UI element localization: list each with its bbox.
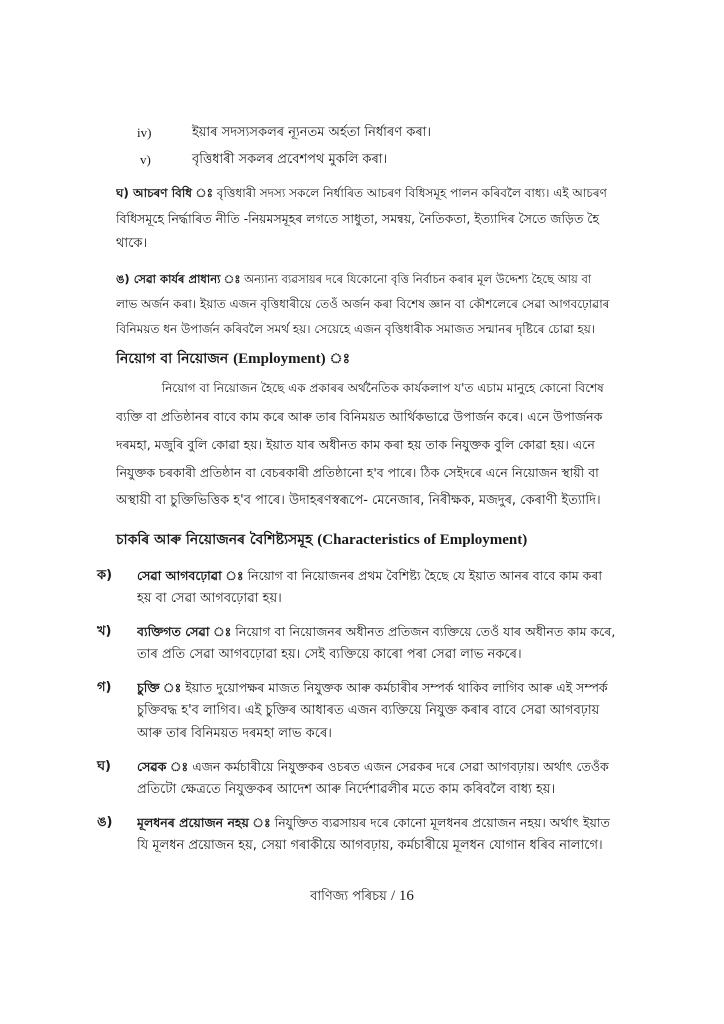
- code-of-conduct-term: ঘ) আচৰণ বিধি ঃ: [116, 186, 213, 200]
- characteristic-term: চুক্তি ঃ: [137, 680, 182, 695]
- characteristic-item: [137, 678, 617, 697]
- characteristic-line: তাৰ প্ৰতি সেৱা আগবঢ়োৱা হয়। সেই ব্যক্তিয়ে কাৰো পৰা সেৱা লাভ নকৰে।: [137, 647, 522, 662]
- characteristic-marker: ঙ): [97, 815, 113, 830]
- characteristic-term: মূলধনৰ প্ৰয়োজন নহয় ঃ: [137, 815, 271, 830]
- characteristic-line: যি মূলধন প্ৰয়োজন হয়, সেয়া গৰাকীয়ে আগবঢ়ায়, কৰ্মচাৰীয়ে মূলধন যোগান ধৰিব নালাগে।: [137, 838, 603, 853]
- employment-line: অস্থায়ী বা চুক্তিভিত্তিক হ'ব পাৰে। উদাহৰণস্বৰূপে- মেনেজাৰ, নিৰীক্ষক, মজদুৰ, কেৰাণী ইত্যাদি।: [116, 493, 601, 508]
- employment-heading: [116, 349, 350, 369]
- employment-line: নিয়োগ বা নিয়োজন হৈছে এক প্ৰকাৰৰ অৰ্থনৈতিক কাৰ্যকলাপ য'ত এচাম মানুহে কোনো বিশেষ: [116, 381, 604, 395]
- characteristic-marker: খ): [97, 624, 112, 639]
- characteristic-line: চুক্তিবদ্ধ হ'ব লাগিব। এই চুক্তিৰ আধাৰত এজন ব্যক্তিয়ে নিযুক্ত কৰাৰ বাবে সেৱা আগবঢ়ায়: [137, 703, 600, 718]
- roman-item-marker: iv): [137, 125, 152, 140]
- characteristic-line: হয় বা সেৱা আগবঢ়োৱা হয়।: [137, 591, 282, 606]
- roman-item-marker: v): [140, 152, 151, 167]
- roman-item-text: বৃত্তিধাৰী সকলৰ প্ৰবেশপথ মুকলি কৰা।: [192, 152, 388, 167]
- code-of-conduct-line: [116, 184, 610, 203]
- characteristic-text: এজন কৰ্মচাৰীয়ে নিযুক্তকৰ ওচৰত এজন সেৱকৰ দৰে সেৱা আগবঢ়ায়। অৰ্থাৎ তেওঁক: [188, 759, 609, 774]
- service-motive-line: বিনিময়ত ধন উপাৰ্জন কৰিবলৈ সমৰ্থ হয়। সেয়েহে এজন বৃত্তিধাৰীক সমাজত সন্মানৰ দৃষ্টিৰে চোৱা হয়।: [116, 322, 596, 336]
- characteristic-term: সেৱক ঃ: [137, 759, 189, 774]
- employment-heading-en: (Employment): [233, 351, 326, 367]
- code-of-conduct-line: থাকে।: [116, 236, 148, 251]
- characteristic-text: নিয়োগ বা নিয়োজনৰ প্ৰথম বৈশিষ্ট্য হৈছে যে ইয়াত আনৰ বাবে কাম কৰা: [243, 568, 603, 583]
- service-motive-line: লাভ অৰ্জন কৰা। ইয়াত এজন বৃত্তিধাৰীয়ে তেওঁ অৰ্জন কৰা বিশেষ জ্ঞান বা কৌশলেৰে সেৱা আগবঢ়োৱাৰ: [116, 297, 610, 311]
- characteristic-text: ইয়াত দুয়োপক্ষৰ মাজত নিযুক্তক আৰু কৰ্মচাৰীৰ সম্পৰ্ক থাকিব লাগিব আৰু এই সম্পৰ্ক: [181, 680, 608, 695]
- characteristic-marker: গ): [97, 680, 112, 695]
- characteristic-line: প্ৰতিটো ক্ষেত্ৰতে নিযুক্তকৰ আদেশ আৰু নিৰ্দেশাৱলীৰ মতে কাম কৰিবলৈ বাধ্য হয়।: [137, 782, 556, 797]
- characteristic-line: আৰু তাৰ বিনিময়ত দৰমহা লাভ কৰে।: [137, 726, 332, 741]
- characteristic-item: [137, 757, 617, 776]
- employment-line: দৰমহা, মজুৰি বুলি কোৱা হয়। ইয়াত যাৰ অধীনত কাম কৰা হয় তাক নিযুক্তক বুলি কোৱা হয়। এনে: [116, 437, 595, 452]
- characteristics-heading-en: (Characteristics of Employment): [317, 532, 528, 548]
- page-number: / 16: [390, 888, 414, 904]
- characteristic-marker: ঘ): [97, 759, 111, 774]
- employment-line: নিযুক্তক চৰকাৰী প্ৰতিষ্ঠান বা বেচৰকাৰী প্ৰতিষ্ঠানো হ'ব পাৰে। ঠিক সেইদৰে এনে নিয়োজন স্থায়ী বা: [116, 465, 599, 480]
- page-footer: [0, 886, 724, 907]
- service-motive-line: [116, 270, 610, 289]
- employment-heading-tail: ঃ: [325, 351, 351, 367]
- characteristic-item: [137, 622, 617, 641]
- service-motive-text: অন্যান্য ব্যৱসায়ৰ দৰে যিকোনো বৃত্তি নিৰ্বাচন কৰাৰ মূল উদ্দেশ্য হৈছে আয় বা: [240, 272, 592, 286]
- service-motive-term: ঙ) সেৱা কাৰ্যৰ প্ৰাধান্য ঃ: [116, 272, 241, 286]
- characteristics-heading: [116, 530, 527, 550]
- characteristic-text: নিযুক্তিত ব্যৱসায়ৰ দৰে কোনো মূলধনৰ প্ৰয়োজন নহয়। অৰ্থাৎ ইয়াত: [270, 815, 610, 830]
- roman-item-text: ইয়াৰ সদস্যসকলৰ ন্যূনতম অৰ্হতা নিৰ্ধাৰণ কৰা।: [192, 125, 432, 140]
- characteristic-term: ব্যক্তিগত সেৱা ঃ: [137, 624, 232, 639]
- employment-heading-bn: নিয়োগ বা নিয়োজন: [116, 351, 229, 367]
- code-of-conduct-text: বৃত্তিধাৰী সদস্য সকলে নিৰ্ধাৰিত আচৰণ বিধিসমূহ পালন কৰিবলৈ বাধ্য। এই আচৰণ: [212, 186, 607, 200]
- characteristic-item: [137, 813, 617, 832]
- characteristic-text: নিয়োগ বা নিয়োজনৰ অধীনত প্ৰতিজন ব্যক্তিয়ে তেওঁ যাৰ অধীনত কাম কৰে,: [231, 624, 616, 639]
- code-of-conduct-line: বিধিসমূহে নিৰ্দ্ধাৰিত নীতি -নিয়মসমূহৰ লগতে সাধুতা, সমন্বয়, নৈতিকতা, ইত্যাদিৰ সৈতে জড়িত হৈ: [116, 211, 599, 226]
- characteristic-term: সেৱা আগবঢ়োৱা ঃ: [137, 568, 244, 583]
- characteristics-heading-bn: চাকৰি আৰু নিয়োজনৰ বৈশিষ্ট্যসমূহ: [116, 532, 313, 548]
- characteristic-marker: ক): [97, 568, 113, 583]
- characteristic-item: [137, 566, 617, 585]
- employment-line: ব্যক্তি বা প্ৰতিষ্ঠানৰ বাবে কাম কৰে আৰু তাৰ বিনিময়ত আৰ্থিকভাৱে উপাৰ্জন কৰে। এনে উপাৰ্জনক: [116, 409, 603, 424]
- footer-book-title: বাণিজ্য পৰিচয়: [310, 889, 387, 904]
